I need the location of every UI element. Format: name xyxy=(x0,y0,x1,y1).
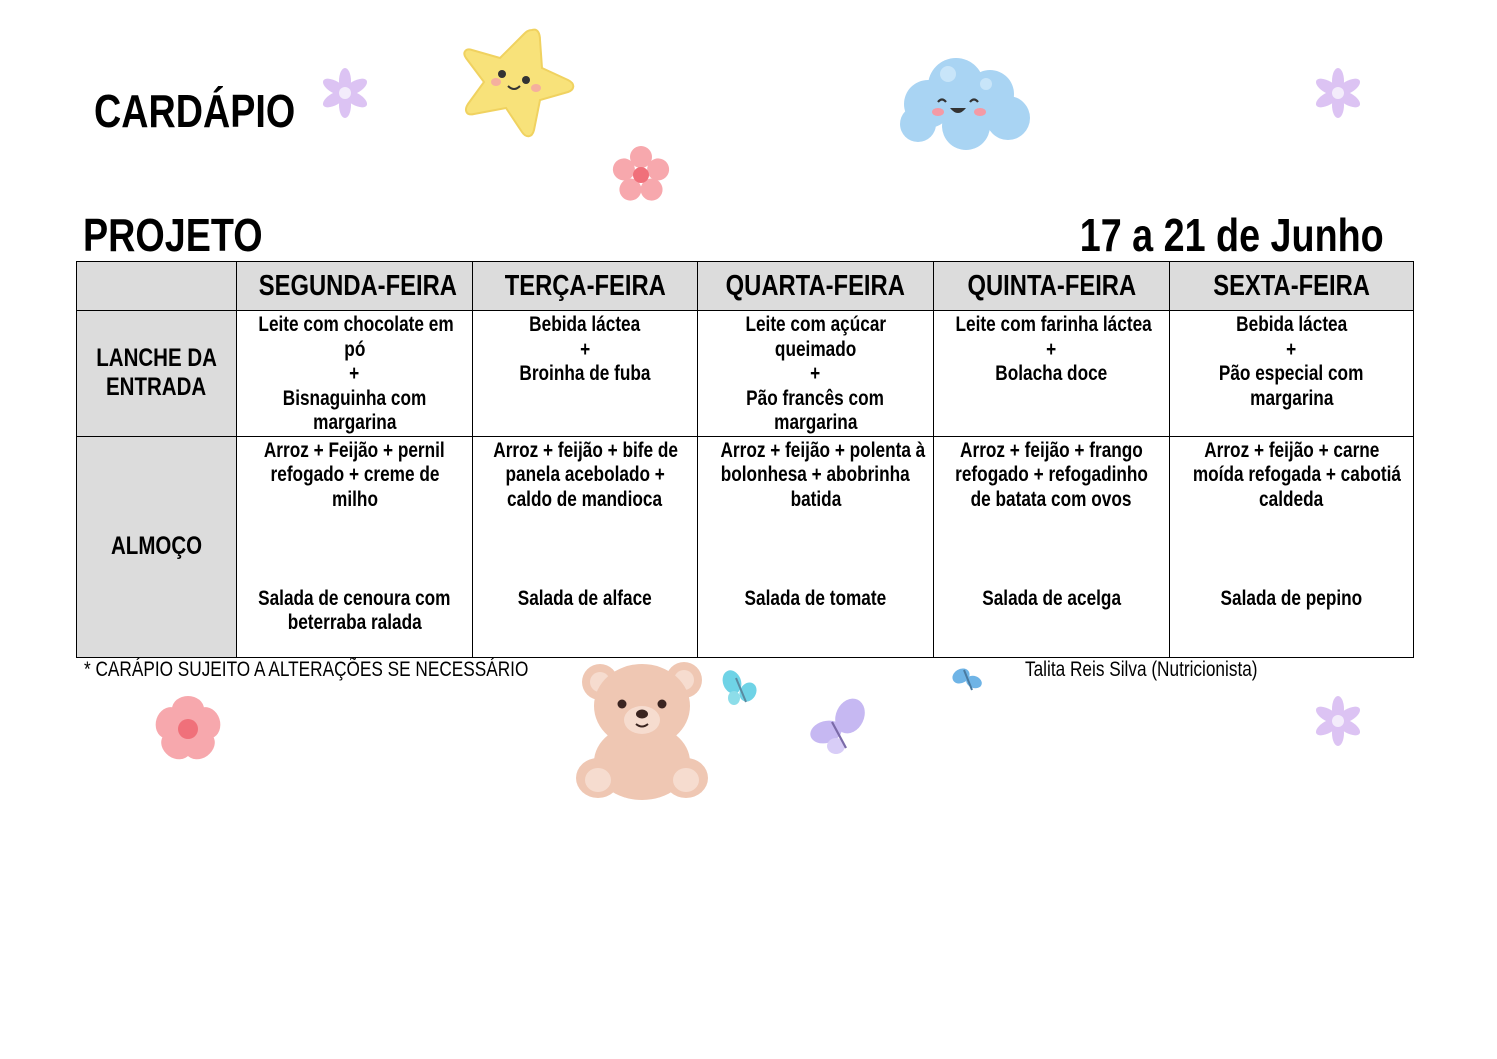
meal-label: ALMOÇO xyxy=(77,436,237,657)
flower-icon xyxy=(1311,66,1365,120)
butterfly-icon xyxy=(806,696,872,758)
teddy-bear-icon xyxy=(572,654,712,804)
menu-cell xyxy=(1170,436,1414,657)
menu-cell: Leite com açúcar queimado + Pão francês com margarina xyxy=(698,311,934,437)
menu-cell: Leite com farinha láctea + Bolacha doce xyxy=(934,311,1170,437)
table-row xyxy=(77,436,1414,657)
menu-cell: Leite com chocolate em pó + Bisnaguinha com margarina xyxy=(237,311,473,437)
flower-icon xyxy=(608,142,674,208)
meal-label: LANCHE DA ENTRADA xyxy=(77,311,237,437)
footnote: * CARÁPIO SUJEITO A ALTERAÇÕES SE NECESSÁRIO xyxy=(84,658,529,681)
main-dish: Arroz + feijão + polenta à bolonhesa + abobrinha batida xyxy=(720,438,926,511)
day-header: SEXTA-FEIRA xyxy=(1170,262,1414,311)
table-header-row xyxy=(77,262,1414,311)
main-dish: Arroz + Feijão + pernil refogado + creme de milho xyxy=(264,438,445,511)
page-title: CARDÁPIO xyxy=(94,85,296,137)
flower-icon xyxy=(1311,694,1365,748)
menu-cell xyxy=(473,436,698,657)
date-range: 17 a 21 de Junho xyxy=(1080,209,1384,261)
salad: Salada de acelga xyxy=(982,586,1121,610)
flower-icon xyxy=(318,66,372,120)
menu-cell xyxy=(698,436,934,657)
menu-cell: Bebida láctea + Broinha de fuba xyxy=(473,311,698,437)
cloud-icon xyxy=(896,48,1034,152)
butterfly-icon xyxy=(950,664,984,694)
menu-table xyxy=(76,261,1414,658)
day-header: TERÇA-FEIRA xyxy=(473,262,698,311)
day-header: QUARTA-FEIRA xyxy=(698,262,934,311)
day-header: QUINTA-FEIRA xyxy=(934,262,1170,311)
nutritionist-signature: Talita Reis Silva (Nutricionista) xyxy=(1025,658,1258,681)
salad: Salada de cenoura com beterraba ralada xyxy=(258,586,451,634)
flower-icon xyxy=(144,694,232,764)
day-header: SEGUNDA-FEIRA xyxy=(237,262,473,311)
menu-cell: Bebida láctea + Pão especial com margarina xyxy=(1170,311,1414,437)
main-dish: Arroz + feijão + bife de panela acebolado + caldo de mandioca xyxy=(493,438,678,511)
table-row xyxy=(77,311,1414,437)
menu-cell xyxy=(934,436,1170,657)
main-dish: Arroz + feijão + frango refogado + refogadinho de batata com ovos xyxy=(955,438,1148,511)
butterfly-icon xyxy=(720,668,760,710)
salad: Salada de alface xyxy=(517,586,653,610)
table-corner-cell xyxy=(77,262,237,311)
main-dish: Arroz + feijão + carne moída refogada + cabotiá caldeda xyxy=(1192,438,1401,511)
salad: Salada de tomate xyxy=(744,586,887,610)
salad: Salada de pepino xyxy=(1220,586,1363,610)
project-label: PROJETO xyxy=(83,209,263,261)
star-icon xyxy=(452,26,578,152)
menu-cell xyxy=(237,436,473,657)
